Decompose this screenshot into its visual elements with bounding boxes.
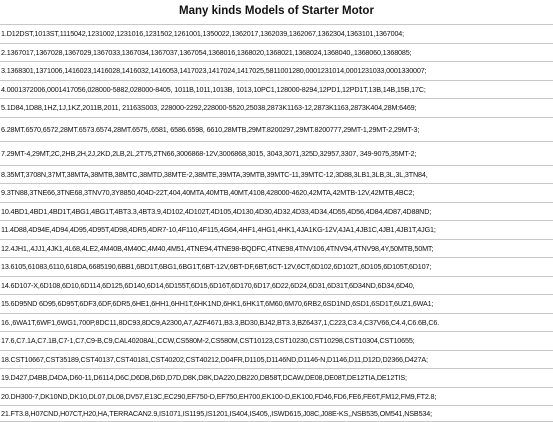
- table-row: [0, 239, 553, 258]
- table-row: [0, 313, 553, 332]
- table-row: [0, 387, 553, 406]
- table-row: [0, 141, 553, 165]
- table-cell: 12.4JH1,,4JJ1,4JK1,4L68,4LE2,4M40B,4M40C,4M40,4M51,4TNE94,4TNE98-BQDFC,4TNE98,4TNV106,4TNV94,4TNV98,4Y,50MTB,50MT;: [0, 239, 553, 258]
- table-cell: 21.FT3.8,H07CND,H07CT,H20,HA,TERRACAN2.9,IS1071,IS1195,IS1201,IS404,IS405,,ISWD615,J08C,J08E-KS,,NSB535,OM541,NSB534;: [0, 406, 553, 422]
- table-cell: 3.1368301,1371006,1416023,1416028,1416032,1416053,1417023,1417024,1417025,5811001280,0001231014,0001231033,0001330007;: [0, 62, 553, 81]
- table-row: [0, 202, 553, 221]
- table-row: [0, 25, 553, 44]
- table-row: [0, 80, 553, 99]
- table-cell: 6.28MT.6570,6572,28MT.6573.6574,28MT.6575,.6581, 6586.6598, 6610,28MTB,29MT.8200297,29MT.8200777,29MT-1,29MT-2,29MT-3;: [0, 117, 553, 141]
- page-title: Many kinds Models of Starter Motor: [179, 5, 374, 17]
- table-row: [0, 62, 553, 81]
- table-cell: 20.DH300-7,DK10ND,DK10,DL07,DL08,DV57,E13C,EC290,EF750-D,EF750,EH700,EK100-D,EK100,FD46,FD6,FE6,FE6T,FM12,FM9,FT2.8;: [0, 387, 553, 406]
- table-cell: 18.CST10667,CST35189,CST40137,CST40181,CST40202,CST40212,D04FR,D1105,D1146ND,D1146-N,D1146,D11,D12D,D2366,D427A;: [0, 350, 553, 369]
- table-row: [0, 295, 553, 314]
- table-row: [0, 99, 553, 118]
- table-cell: 16.,6WA1T,6WF1,6WG1,700P,8DC11,8DC93,8DC9,A2300,A7,AZF4671,B3.3,BD30,BJ42,BT3.3,BZ6437,1,C223,C3.4,C37V66,C4.4,C6.6B,C6.: [0, 313, 553, 332]
- table-row: [0, 165, 553, 184]
- table-cell: 15.6D95ND 6D95,6D95T,6DF3,6DF,6DR5,6HE1,6HH1,6HH1T,6HK1ND,6HK1,6HK1T,6M60,6M70,6RB2,6SD1ND,6SD1,6SD1T,6UZ1,6WA1;: [0, 295, 553, 314]
- starter-motor-models-table: [0, 24, 553, 422]
- table-row: [0, 221, 553, 240]
- table-cell: 1.D12DST,1013ST,1115042,1231002,1231016,1231502,1261001,1350022,1362017,1362039,1362067,1362304,1363101,1367004;: [0, 25, 553, 44]
- table-row: [0, 258, 553, 277]
- table-cell: 19.D427,D4BB,D4DA,D60-11,D6114,D6C,D6DB,D6D,D7D,D8K,D8K,DA220,DB220,DB58T,DCAW,DE08,DE08T,DE12TIA,DE12TIS;: [0, 369, 553, 388]
- table-cell: 9.3TN88,3TNE66,3TNE68,3TNV70,3Y8850,404D-22T,404,40MTA,40MTB,40MT,4108,428000-4620,42MTA,42MTB-12V,42MTB,4BC2;: [0, 184, 553, 203]
- table-row: [0, 350, 553, 369]
- table-cell: 2.1367017,1367028,1367029,1367033,1367034,1367037,1367054,1368016,1368020,1368021,1368024,1368040,,1368060,1368085;: [0, 43, 553, 62]
- table-row: [0, 406, 553, 422]
- table-cell: 17.6,C7.1A,C7.1B,C7-1,C7,C9-B,C9,CAL40208AL,CCW,CS580M-2,CS580M,CST10123,CST10230,CST10298,CST10304,CST10655;: [0, 332, 553, 351]
- table-row: [0, 369, 553, 388]
- table-cell: 13.6105,61083,6110,618DA,6685190,6BB1,6BD1T,6BG1,6BG1T,6BT-12V,6BT-DF,6BT,6CT-12V,6CT,6D102,6D102T,,6D105,6D105T,6D107;: [0, 258, 553, 277]
- table-cell: 14.6D107-X,6D108,6D10,6D114,6D125,6D140,6D14,6D155T,6D15,6D16T,6D170,6D17,6D22,6D24,6D31,6D31T,6D34ND,6D34,6D40,: [0, 276, 553, 295]
- table-cell: 5.1D84,1D88,1HZ,1J,1KZ,2011B,2011, 21163S003, 228000-2292,228000-5520,25038,2873K1163-12,2873K1163,2873K404,28M:6469;: [0, 99, 553, 118]
- table-row: [0, 43, 553, 62]
- table-row: [0, 276, 553, 295]
- table-row: [0, 332, 553, 351]
- table-cell: 4.0001372006,0001417056,028000-5882,028000-8405, 1011B,1011,1013B, 1013,10PC1,128000-8294,12PD1,12PD1T,13B,14B,15B,17C;: [0, 80, 553, 99]
- table-cell: 10.4BD1,4BD1,4BD1T,4BG1,4BG1T,4BT3.3,4BT3.9,4D102,4D102T,4D105,4D130,4D30,4D32,4D33,4D34,4D55,4D56,4D84,4D87,4D88ND;: [0, 202, 553, 221]
- table-row: [0, 184, 553, 203]
- table-row: [0, 117, 553, 141]
- table-cell: 8.35MT,3708N,37MT,38MTA,38MTB,38MTC,38MTD,38MTE-2,38MTE,39MTA,39MTB,39MTC-11,39MTC-12,3D88,3LB1,3LB,3L,3L,3TN84,: [0, 165, 553, 184]
- table-cell: 7.29MT-4,29MT,2C,2HB,2H,2J,2KD,2LB,2L,2T75,2TN66,3006868-12V,3006868,3015, 3043,3071,325D,32957,3307, 349-9075,35MT-2;: [0, 141, 553, 165]
- table-cell: 11.4D88,4D94E,4D94,4D95,4D95T,4D98,4DR5,4DR7-10,4F110,4F115,4G64,4HF1,4HG1,4HK1,4JA1KG-12V,4JA1,4JB1C,4JB1,4JB1T,4JG1;: [0, 221, 553, 240]
